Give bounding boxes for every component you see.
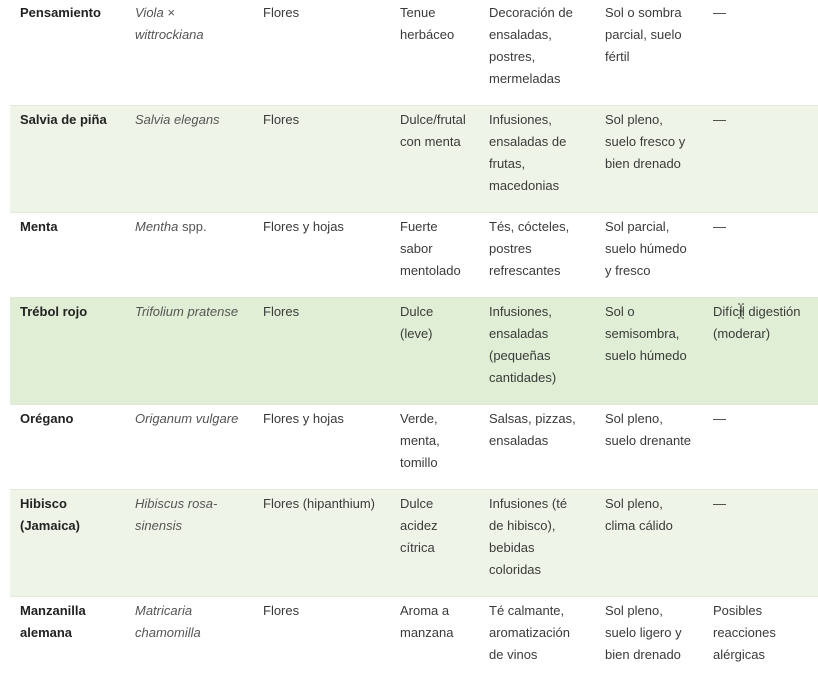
- table-row: [10, 213, 818, 298]
- plant-name-cell: Hibisco (Jamaica): [10, 490, 125, 597]
- plant-name-cell: Salvia de piña: [10, 106, 125, 213]
- text-cursor-icon: [737, 303, 745, 319]
- edible-part-cell: Flores y hojas: [253, 213, 390, 298]
- uses-cell: Infusiones, ensaladas (pequeñas cantidades): [479, 298, 595, 405]
- cultivation-cell: Sol pleno, suelo fresco y bien drenado: [595, 106, 703, 213]
- cultivation-cell: Sol parcial, suelo húmedo y fresco: [595, 213, 703, 298]
- uses-cell: Infusiones, ensaladas de frutas, macedonias: [479, 106, 595, 213]
- cultivation-cell: Sol pleno, suelo drenante: [595, 405, 703, 490]
- scientific-name-cell: [125, 0, 253, 106]
- edible-part-cell: Flores (hipanthium): [253, 490, 390, 597]
- scientific-name: Viola × wittrockiana: [135, 5, 204, 42]
- scientific-name: Mentha: [135, 219, 179, 234]
- scientific-name-cell: [125, 106, 253, 213]
- plant-name-cell: Trébol rojo: [10, 298, 125, 405]
- scientific-name-cell: [125, 213, 253, 298]
- scientific-name-cell: [125, 298, 253, 405]
- uses-cell: Té calmante, aromatización de vinos: [479, 597, 595, 673]
- table-row: [10, 490, 818, 597]
- notes-cell: —: [703, 405, 818, 490]
- notes-cell: Difícil digestión (moderar): [703, 298, 818, 405]
- plant-name-cell: Menta: [10, 213, 125, 298]
- flavor-cell: Dulce/frutal con menta: [390, 106, 479, 213]
- scientific-name: Hibiscus rosa-sinensis: [135, 496, 218, 533]
- scientific-name-cell: [125, 490, 253, 597]
- flavor-cell: Dulce acidez cítrica: [390, 490, 479, 597]
- plant-name-cell: Pensamiento: [10, 0, 125, 106]
- edible-part-cell: Flores: [253, 0, 390, 106]
- scientific-name: Trifolium pratense: [135, 304, 239, 319]
- flavor-cell: Tenue herbáceo: [390, 0, 479, 106]
- notes-cell: —: [703, 490, 818, 597]
- uses-cell: Decoración de ensaladas, postres, mermeladas: [479, 0, 595, 106]
- plant-name-cell: Manzanilla alemana: [10, 597, 125, 673]
- scientific-name: Matricaria chamomilla: [135, 603, 201, 640]
- notes-cell: —: [703, 213, 818, 298]
- scientific-name: Salvia elegans: [135, 112, 220, 127]
- flavor-cell: Dulce (leve): [390, 298, 479, 405]
- cultivation-cell: Sol o semisombra, suelo húmedo: [595, 298, 703, 405]
- table-row: [10, 0, 818, 106]
- table-row: [10, 597, 818, 673]
- scientific-name-cell: [125, 405, 253, 490]
- notes-cell: Posibles reacciones alérgicas: [703, 597, 818, 673]
- flavor-cell: Fuerte sabor mentolado: [390, 213, 479, 298]
- edible-part-cell: Flores: [253, 597, 390, 673]
- cultivation-cell: Sol pleno, clima cálido: [595, 490, 703, 597]
- flavor-cell: Verde, menta, tomillo: [390, 405, 479, 490]
- edible-part-cell: Flores y hojas: [253, 405, 390, 490]
- scientific-name: Origanum vulgare: [135, 411, 239, 426]
- table-row: [10, 405, 818, 490]
- scientific-suffix: spp.: [178, 219, 207, 234]
- notes-cell: —: [703, 0, 818, 106]
- cultivation-cell: Sol pleno, suelo ligero y bien drenado: [595, 597, 703, 673]
- edible-part-cell: Flores: [253, 298, 390, 405]
- uses-cell: Salsas, pizzas, ensaladas: [479, 405, 595, 490]
- table-row: [10, 106, 818, 213]
- plant-name-cell: Orégano: [10, 405, 125, 490]
- uses-cell: Infusiones (té de hibisco), bebidas coloridas: [479, 490, 595, 597]
- edible-flowers-table: [10, 0, 818, 673]
- uses-cell: Tés, cócteles, postres refrescantes: [479, 213, 595, 298]
- table-row: [10, 298, 818, 405]
- edible-part-cell: Flores: [253, 106, 390, 213]
- notes-cell: —: [703, 106, 818, 213]
- flavor-cell: Aroma a manzana: [390, 597, 479, 673]
- cultivation-cell: Sol o sombra parcial, suelo fértil: [595, 0, 703, 106]
- scientific-name-cell: [125, 597, 253, 673]
